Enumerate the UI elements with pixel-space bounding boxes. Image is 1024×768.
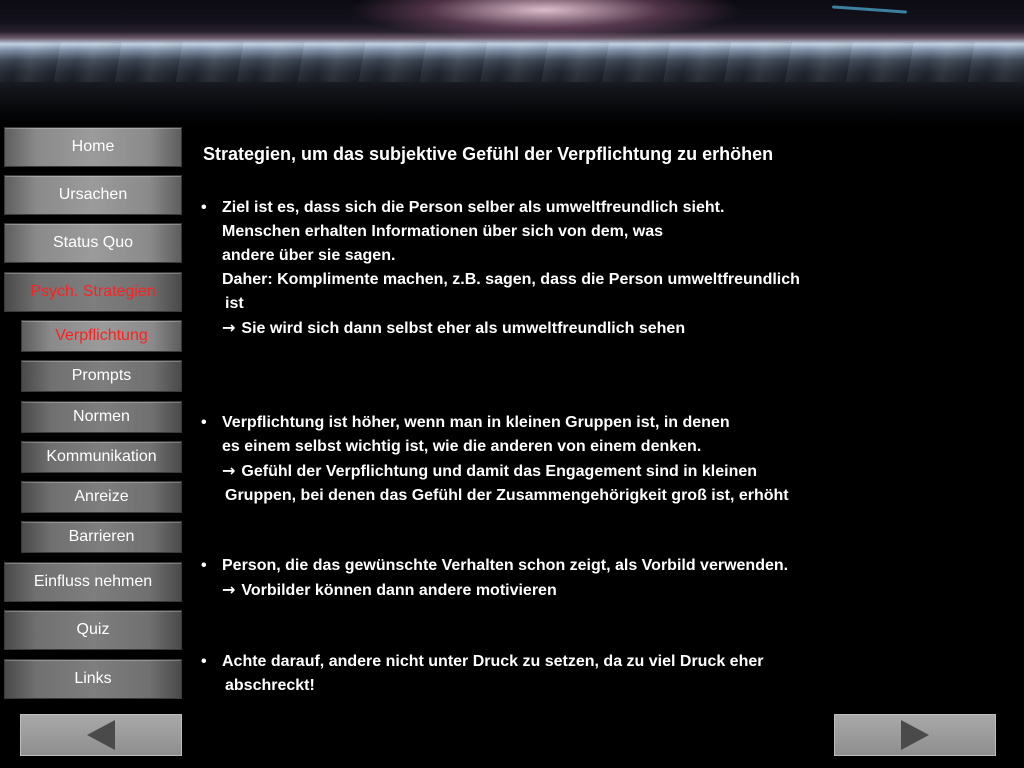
bullet-line: abschreckt!: [225, 677, 315, 694]
bullet-dot: •: [201, 199, 207, 216]
bullet-self-image: [203, 196, 800, 341]
bullet-dot: •: [201, 557, 207, 574]
satellite-streak: [832, 5, 907, 13]
nav-ursachen-button[interactable]: Ursachen: [4, 175, 182, 215]
nav-normen-button[interactable]: Normen: [21, 401, 182, 433]
nav-quiz-button[interactable]: Quiz: [4, 610, 182, 650]
nav-kommunikation-button[interactable]: Kommunikation: [21, 441, 182, 473]
bullet-line: Gruppen, bei denen das Gefühl der Zusammengehörigkeit groß ist, erhöht: [225, 487, 789, 504]
earth-horizon-banner: [0, 0, 1024, 125]
bullet-line: Achte darauf, andere nicht unter Druck zu setzen, da zu viel Druck eher: [222, 653, 764, 670]
arrow-right-icon: →: [222, 318, 236, 337]
bullet-no-pressure: [203, 650, 763, 698]
bullet-line: Person, die das gewünschte Verhalten schon zeigt, als Vorbild verwenden.: [222, 557, 789, 574]
nav-links-button[interactable]: Links: [4, 659, 182, 699]
bullet-line: es einem selbst wichtig ist, wie die anderen von einem denken.: [222, 438, 702, 455]
nav-psych-strategien-button[interactable]: Psych. Strategien: [4, 272, 182, 312]
nav-prompts-button[interactable]: Prompts: [21, 360, 182, 392]
arrow-left-icon: [81, 719, 121, 751]
bullet-line: Ziel ist es, dass sich die Person selber als umweltfreundlich sieht.: [222, 199, 725, 216]
bullet-line: Verpflichtung ist höher, wenn man in kleinen Gruppen ist, in denen: [222, 414, 730, 431]
nav-anreize-button[interactable]: Anreize: [21, 481, 182, 513]
bullet-line: Menschen erhalten Informationen über sich von dem, was: [222, 223, 663, 240]
nav-status-quo-button[interactable]: Status Quo: [4, 223, 182, 263]
arrow-right-icon: [895, 719, 935, 751]
bullet-dot: •: [201, 414, 207, 431]
bullet-line: ist: [225, 295, 244, 312]
bullet-role-model: [203, 554, 788, 603]
bullet-line: → Vorbilder können dann andere motivieren: [222, 580, 557, 599]
nav-verpflichtung-button[interactable]: Verpflichtung: [21, 320, 182, 352]
bullet-line: → Gefühl der Verpflichtung und damit das Engagement sind in kleinen: [222, 461, 758, 480]
nav-barrieren-button[interactable]: Barrieren: [21, 521, 182, 553]
nav-einfluss-nehmen-button[interactable]: Einfluss nehmen: [4, 562, 182, 602]
nav-home-button[interactable]: Home: [4, 127, 182, 167]
arrow-right-icon: →: [222, 580, 236, 599]
bullet-line: Daher: Komplimente machen, z.B. sagen, dass die Person umweltfreundlich: [222, 271, 800, 288]
atmosphere-haze: [0, 42, 1024, 82]
arrow-right-icon: →: [222, 461, 236, 480]
next-page-button[interactable]: [834, 714, 996, 756]
bullet-line: andere über sie sagen.: [222, 247, 396, 264]
bullet-small-groups: [203, 411, 789, 508]
page-title: Strategien, um das subjektive Gefühl der Verpflichtung zu erhöhen: [203, 144, 774, 164]
bullet-line: → Sie wird sich dann selbst eher als umweltfreundlich sehen: [222, 318, 686, 337]
bullet-dot: •: [201, 653, 207, 670]
previous-page-button[interactable]: [20, 714, 182, 756]
